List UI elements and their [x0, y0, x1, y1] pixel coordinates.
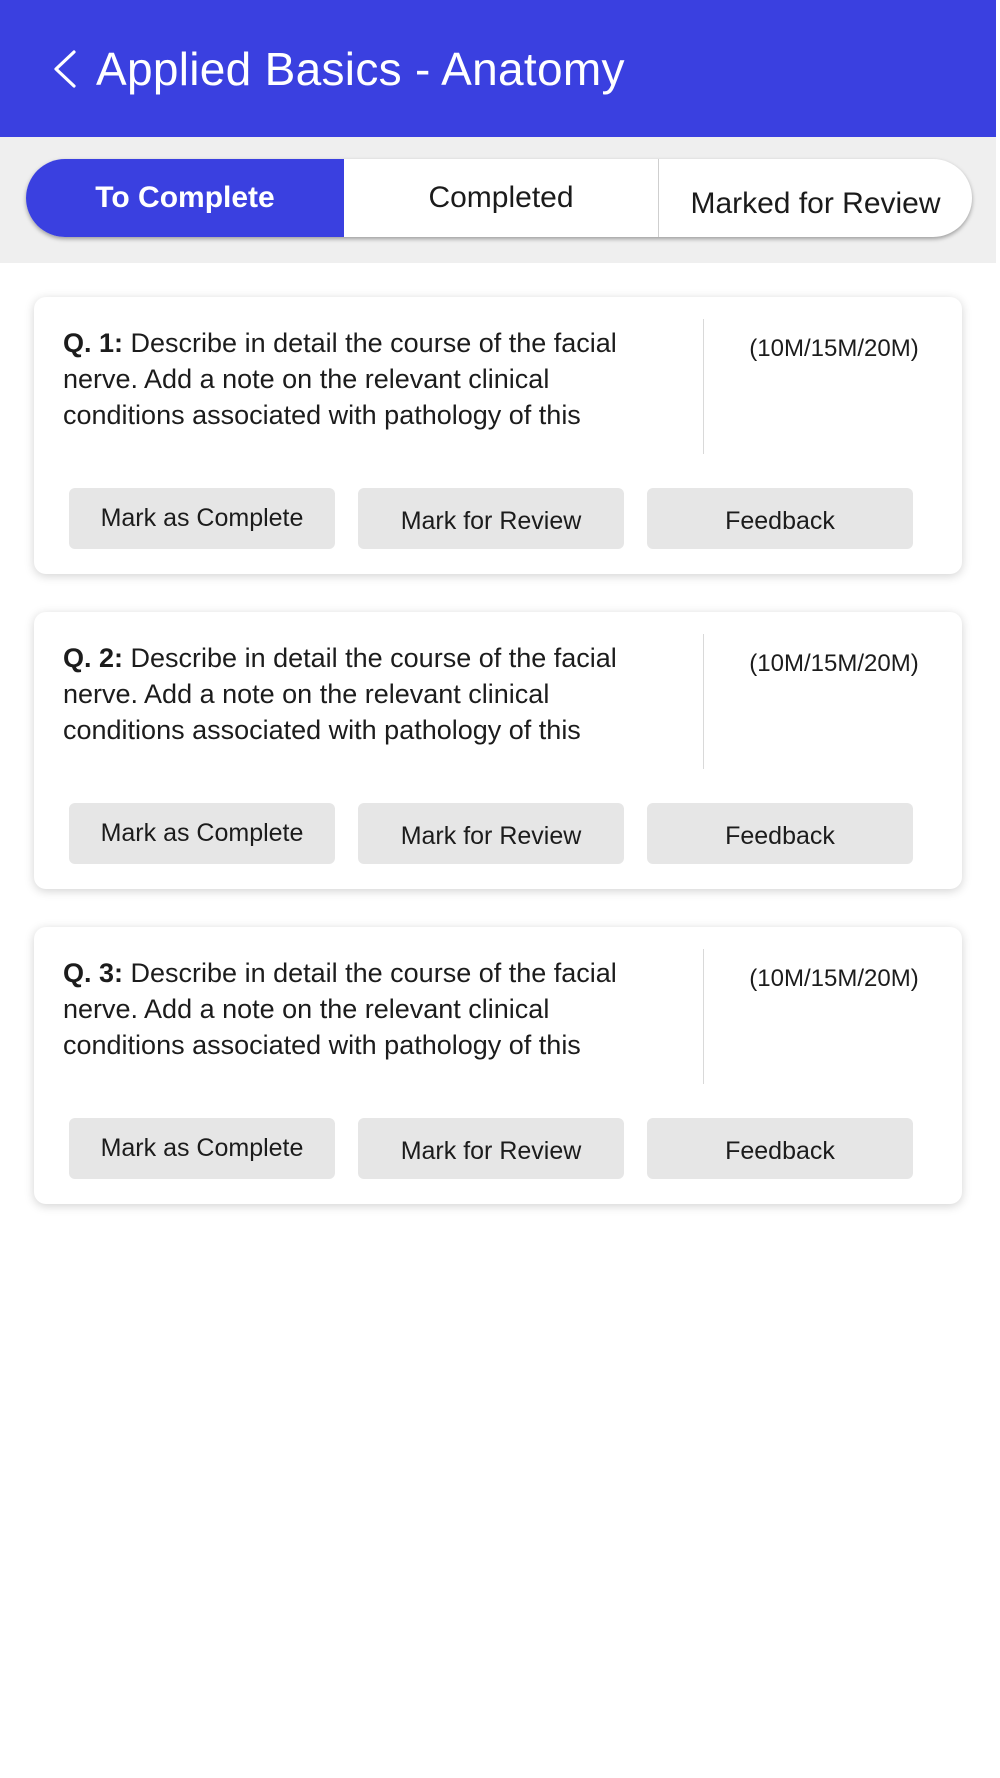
question-list	[34, 297, 962, 1242]
mark-as-complete-button[interactable]: Mark as Complete	[69, 488, 335, 549]
app-header	[0, 0, 996, 137]
segmented-tabs	[26, 159, 972, 237]
feedback-button[interactable]: Feedback	[647, 488, 913, 549]
feedback-button[interactable]: Feedback	[647, 803, 913, 864]
tab-to-complete[interactable]: To Complete	[26, 159, 344, 237]
question-number: Q. 3:	[63, 958, 124, 988]
divider	[703, 634, 704, 769]
tabs-bar	[0, 137, 996, 263]
question-body: Describe in detail the course of the facial nerve. Add a note on the relevant clinical conditions associated with pathology of this	[63, 328, 617, 430]
page-title: Applied Basics - Anatomy	[96, 42, 625, 95]
feedback-button[interactable]: Feedback	[647, 1118, 913, 1179]
question-text	[63, 640, 673, 748]
question-marks: (10M/15M/20M)	[749, 335, 919, 362]
mark-for-review-button[interactable]: Mark for Review	[358, 1118, 624, 1179]
question-marks: (10M/15M/20M)	[749, 650, 919, 677]
mark-for-review-button[interactable]: Mark for Review	[358, 488, 624, 549]
chevron-left-icon	[52, 49, 78, 89]
mark-as-complete-button[interactable]: Mark as Complete	[69, 1118, 335, 1179]
mark-as-complete-button[interactable]: Mark as Complete	[69, 803, 335, 864]
question-card	[34, 297, 962, 574]
tab-marked-for-review[interactable]: Marked for Review	[690, 187, 941, 220]
question-card	[34, 927, 962, 1204]
back-button[interactable]	[38, 39, 92, 99]
question-text	[63, 955, 673, 1063]
question-body: Describe in detail the course of the facial nerve. Add a note on the relevant clinical conditions associated with pathology of this	[63, 958, 617, 1060]
question-number: Q. 2:	[63, 643, 124, 673]
question-number: Q. 1:	[63, 328, 124, 358]
question-card	[34, 612, 962, 889]
mark-for-review-button[interactable]: Mark for Review	[358, 803, 624, 864]
question-marks: (10M/15M/20M)	[749, 965, 919, 992]
divider	[703, 949, 704, 1084]
question-body: Describe in detail the course of the facial nerve. Add a note on the relevant clinical conditions associated with pathology of this	[63, 643, 617, 745]
tab-completed[interactable]: Completed	[344, 159, 659, 237]
divider	[703, 319, 704, 454]
question-text	[63, 325, 673, 433]
